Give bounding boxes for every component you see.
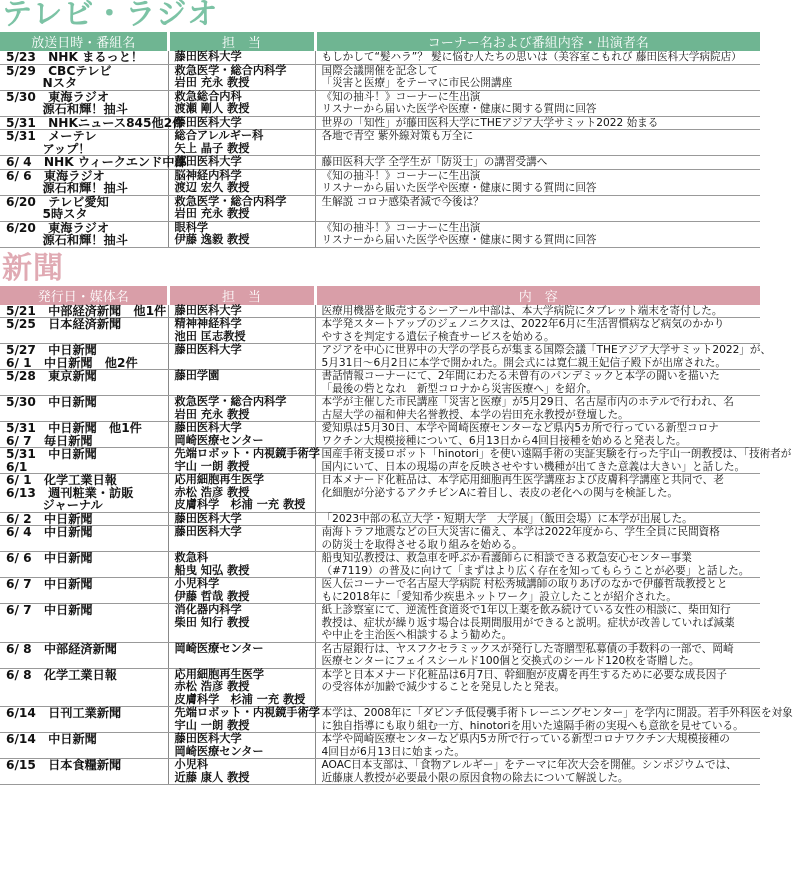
cell-line: リスナーから届いた医学や医療・健康に関する質問に回答 — [321, 103, 597, 115]
cell-line: 近藤 康人 教授 — [174, 770, 250, 784]
cell-line: 精神神経科学 — [174, 317, 242, 330]
cell-line: 藤田医科大学 — [174, 155, 242, 168]
media-cell — [0, 318, 168, 344]
cell-line: 消化器内科学 — [174, 603, 242, 616]
cell-line: 源石和輝！抽斗 — [6, 233, 128, 247]
cell-line: 眼科学 — [174, 220, 209, 234]
content-cell — [315, 195, 760, 221]
staff-cell — [168, 642, 315, 668]
cell-line: 伊藤 哲哉 教授 — [174, 589, 250, 603]
cell-line: 救急医学・総合内科学 — [174, 395, 287, 408]
table-row — [0, 156, 760, 170]
content-cell — [315, 604, 760, 643]
cell-line: 6/ 6 東海ラジオ — [6, 168, 105, 183]
table-row — [0, 116, 760, 130]
media-cell — [0, 90, 168, 116]
cell-line: 6/1 — [6, 459, 28, 474]
cell-line: 化細胞が分泌するアクチビンAに着目し、表皮の老化への関与を検証した。 — [321, 486, 679, 499]
cell-line: アップ！ — [6, 141, 91, 156]
cell-line: 6/ 1 中日新聞 他2件 — [6, 355, 138, 370]
cell-line: 岡崎医療センター — [174, 744, 264, 758]
cell-line: 藤田医科大学 — [174, 525, 242, 538]
content-cell — [315, 422, 760, 448]
cell-line: 救急医学・総合内科学 — [174, 194, 287, 208]
content-cell — [315, 130, 760, 156]
table-row — [0, 305, 760, 318]
cell-line: 6/13 週刊粧業・訪販 — [6, 485, 134, 500]
staff-cell — [168, 221, 315, 247]
cell-line: 5/23 NHK まるっと！ — [6, 50, 144, 64]
cell-line: 6/ 7 毎日新聞 — [6, 433, 93, 448]
content-cell — [315, 305, 760, 318]
content-cell — [315, 733, 760, 759]
news-header-media: 発行日・媒体名 — [0, 286, 168, 305]
table-row — [0, 512, 760, 526]
cell-line: 応用細胞再生医学 — [174, 473, 265, 486]
cell-line: 国際会議開催を記念して — [321, 64, 439, 77]
table-row — [0, 733, 760, 759]
content-cell — [315, 448, 792, 474]
cell-line: 国内にいて、日本の現場の声を反映させやすい機種が出てきた意義は大きい」と話した。 — [321, 460, 746, 473]
content-cell — [315, 526, 760, 552]
cell-line: AOAC日本支部は、「食物アレルギー」をテーマに年次大会を開催。シンポジウムでは、 — [321, 759, 737, 771]
cell-line: 皮膚科学 杉浦 一充 教授 — [174, 692, 306, 706]
table-row — [0, 130, 760, 156]
media-cell — [0, 668, 168, 707]
staff-cell — [168, 344, 315, 370]
cell-line: 4回目が6月13日に始まった。 — [321, 745, 465, 758]
staff-cell — [168, 552, 315, 578]
cell-line: 「最後の砦となれ 新型コロナから災害医療へ」を紹介。 — [321, 382, 597, 395]
table-row — [0, 474, 760, 513]
table-row — [0, 51, 760, 64]
cell-line: 6/15 日本食糧新聞 — [6, 758, 122, 772]
content-cell — [315, 552, 760, 578]
cell-line: 名古屋銀行は、ヤスフクセラミックスが発行した寄贈型私募債の手数料の一部で、岡崎 — [321, 642, 734, 655]
staff-cell — [168, 422, 315, 448]
cell-line: 皮膚科学 杉浦 一充 教授 — [174, 498, 306, 511]
media-cell — [0, 370, 168, 396]
cell-line: 5/28 東京新聞 — [6, 369, 97, 383]
content-cell — [315, 344, 772, 370]
staff-cell — [168, 130, 315, 156]
cell-line: 6/ 8 中部経済新聞 — [6, 641, 117, 656]
table-row — [0, 396, 760, 422]
cell-line: 岩田 充永 教授 — [174, 207, 250, 220]
media-cell — [0, 512, 168, 526]
cell-line: 源石和輝！抽斗 — [6, 181, 128, 195]
table-row — [0, 578, 760, 604]
cell-line: 南海トラフ地震などの巨大災害に備え、本学は2022年度から、学生全員に民間資格 — [321, 526, 720, 538]
cell-line: 「災害と医療」をテーマに市民公開講座 — [321, 77, 513, 89]
staff-cell — [168, 305, 315, 318]
cell-line: 6/ 1 化学工業日報 — [6, 473, 117, 487]
cell-line: 5月31日〜6月2日に本学で開かれた。開会式には寛仁親王妃信子殿下が出席された。 — [321, 356, 726, 369]
media-cell — [0, 604, 168, 643]
cell-line: 本学や岡崎医療センターなど県内5カ所で行っている新型コロナワクチン大規模接種の — [321, 733, 730, 745]
media-cell — [0, 578, 168, 604]
cell-line: 赤松 浩彦 教授 — [174, 485, 250, 499]
cell-line: 6/ 2 中日新聞 — [6, 511, 93, 526]
cell-line: 先端ロボット・内視鏡手術学 — [174, 706, 320, 719]
cell-line: Nスタ — [6, 76, 78, 90]
cell-line: 救急科 — [174, 551, 209, 564]
media-cell — [0, 526, 168, 552]
cell-line: 5/27 中日新聞 — [6, 343, 97, 357]
cell-line: 脳神経内科学 — [174, 168, 242, 182]
table-row — [0, 169, 760, 195]
staff-cell — [168, 526, 315, 552]
cell-line: 藤田医科大学 — [174, 115, 242, 129]
media-cell — [0, 733, 168, 759]
cell-line: 医療センターにフェイスシールド100個と交換式のシールド120枚を寄贈した。 — [321, 655, 700, 667]
newspaper-section — [0, 250, 793, 786]
cell-line: 藤田医科大学 — [174, 511, 242, 525]
cell-line: 紙上診察室にて、逆流性食道炎で1年以上薬を飲み続けている女性の相談に、柴田知行 — [321, 604, 731, 616]
cell-line: 6/ 7 中日新聞 — [6, 603, 93, 617]
cell-line: もに2018年に「愛知希少疾患ネットワーク」設立したことが紹介された。 — [321, 590, 677, 603]
cell-line: 岩田 充永 教授 — [174, 76, 250, 89]
staff-cell — [168, 169, 315, 195]
content-cell — [315, 759, 760, 785]
staff-cell — [168, 116, 315, 130]
cell-line: 6/14 中日新聞 — [6, 732, 97, 746]
staff-cell — [168, 370, 315, 396]
news-header-content: 内 容 — [315, 286, 760, 305]
cell-line: ワクチン大規模接種について、6月13日から4回目接種を始めると発表した。 — [321, 434, 687, 447]
cell-line: ジャーナル — [6, 498, 103, 512]
content-cell — [315, 221, 760, 247]
cell-line: 小児科 — [174, 758, 209, 771]
cell-line: に独自指導にも取り組む一方、hinotoriを用いた遠隔手術の実現へも意欲を見せている。 — [321, 719, 744, 732]
media-cell — [0, 642, 168, 668]
cell-line: 「2023中部の私立大学・短期大学 大学展」（飯田会場）に本学が出展した。 — [321, 512, 693, 525]
tv-radio-title: テレビ・ラジオ — [2, 0, 219, 32]
cell-line: リスナーから届いた医学や医療・健康に関する質問に回答 — [321, 234, 597, 246]
cell-line: 各地で青空 紫外線対策も万全に — [321, 130, 474, 142]
staff-cell — [168, 512, 315, 526]
cell-line: 藤田医科大学 全学生が「防災士」の講習受講へ — [321, 156, 548, 168]
content-cell — [315, 578, 760, 604]
cell-line: 医療用機器を販売するシーアール中部は、本大学病院にタブレット端末を寄付した。 — [321, 304, 723, 317]
cell-line: 5時スタ — [6, 207, 88, 221]
cell-line: 5/31 中日新聞 — [6, 447, 97, 461]
cell-line: 6/ 4 中日新聞 — [6, 525, 93, 539]
cell-line: 伊藤 逸毅 教授 — [174, 233, 250, 246]
tv-radio-table — [0, 32, 760, 248]
cell-line: や中止を主治医へ相談するよう勧めた。 — [321, 629, 513, 641]
cell-line: リスナーから届いた医学や医療・健康に関する質問に回答 — [321, 182, 597, 194]
cell-line: 5/31 NHKニュース845他2件 — [6, 115, 185, 130]
cell-line: 5/31 メーテレ — [6, 129, 97, 143]
cell-line: 藤田医科大学 — [174, 303, 242, 317]
cell-line: 5/30 中日新聞 — [6, 395, 97, 409]
content-cell — [315, 90, 760, 116]
cell-line: 本学が主催した市民講座「災害と医療」が5月29日、名古屋市内のホテルで行われ、名 — [321, 396, 734, 408]
news-header-staff: 担 当 — [168, 286, 315, 305]
staff-cell — [168, 51, 315, 64]
cell-line: 藤田医科大学 — [174, 421, 242, 434]
content-cell — [315, 474, 760, 513]
cell-line: 世界の「知性」が藤田医科大学にTHEアジア大学サミット2022 始まる — [321, 116, 659, 129]
content-cell — [315, 668, 760, 707]
cell-line: 5/25 日本経済新聞 — [6, 317, 122, 331]
cell-line: 藤田医科大学 — [174, 732, 242, 745]
cell-line: 岡崎医療センター — [174, 641, 264, 655]
cell-line: 岡崎医療センター — [174, 433, 264, 447]
table-row — [0, 707, 760, 733]
cell-line: 愛知県は5月30日、本学や岡崎医療センターなど県内5カ所で行っている新型コロナ — [321, 422, 719, 434]
cell-line: 応用細胞再生医学 — [174, 667, 265, 681]
cell-line: 5/21 中部経済新聞 他1件 — [6, 303, 167, 318]
staff-cell — [168, 318, 315, 344]
media-cell — [0, 344, 168, 370]
cell-line: 6/20 東海ラジオ — [6, 220, 110, 235]
table-row — [0, 90, 760, 116]
table-row — [0, 759, 760, 785]
cell-line: 国産手術支援ロボット「hinotori」を使い遠隔手術の実証実験を行った宇山一朗教授は、「技術者が — [321, 448, 792, 460]
content-cell — [315, 642, 760, 668]
content-cell — [315, 396, 760, 422]
media-cell — [0, 51, 168, 64]
media-cell — [0, 64, 168, 90]
content-cell — [315, 318, 760, 344]
staff-cell — [168, 90, 315, 116]
cell-line: 古屋大学の福和伸夫名誉教授、本学の岩田充永教授が登壇した。 — [321, 408, 629, 421]
cell-line: 船曳知弘教授は、救急車を呼ぶか看護師らに相談できる救急安心センター事業 — [321, 552, 692, 564]
staff-cell — [168, 447, 320, 474]
content-cell — [315, 51, 760, 64]
table-row — [0, 344, 760, 370]
content-cell — [315, 707, 793, 733]
staff-cell — [168, 759, 315, 785]
staff-cell — [168, 604, 315, 643]
cell-line: 6/ 7 中日新聞 — [6, 577, 93, 591]
cell-line: もしかして“髪ハラ”？ 髪に悩む人たちの思いは（美容室こもれび 藤田医科大学病院店） — [321, 51, 742, 63]
cell-line: 6/ 4 NHK ウィークエンド中部 — [6, 155, 187, 169]
table-row — [0, 64, 760, 90]
table-row — [0, 526, 760, 552]
cell-line: の防災士を取得させる取り組みを始める。 — [321, 538, 523, 551]
content-cell — [315, 512, 760, 526]
tv-header-staff: 担 当 — [168, 32, 315, 51]
cell-line: 医人伝コーナーで名古屋大学病院 村松秀城講師の取りあげのなかで伊藤哲哉教授とと — [321, 578, 728, 590]
table-row — [0, 318, 760, 344]
cell-line: の受容体が加齢で減少することを発見したと発表。 — [321, 681, 566, 693]
media-cell — [0, 305, 168, 318]
cell-line: 6/20 テレビ愛知 — [6, 194, 109, 209]
cell-line: 矢上 晶子 教授 — [174, 141, 250, 155]
media-cell — [0, 169, 168, 195]
media-cell — [0, 155, 187, 170]
tv-radio-section — [0, 0, 760, 248]
media-cell — [0, 221, 168, 247]
content-cell — [315, 156, 760, 170]
table-row — [0, 422, 760, 448]
media-cell — [0, 448, 168, 474]
media-cell — [0, 422, 168, 448]
cell-line: 5/30 東海ラジオ — [6, 89, 110, 104]
newspaper-table — [0, 286, 793, 786]
staff-cell — [168, 706, 320, 733]
cell-line: アジアを中心に世界中の大学の学長らが集まる国際会議「THEアジア大学サミット2022」が、 — [321, 344, 772, 356]
cell-line: 柴田 知行 教授 — [174, 615, 250, 629]
cell-line: 本学と日本メナード化粧品は6月7日、幹細胞が皮膚を再生するために必要な成長因子 — [321, 668, 727, 681]
cell-line: 船曳 知弘 教授 — [174, 563, 250, 577]
cell-line: 救急医学・総合内科学 — [174, 63, 287, 77]
cell-line: 生解説 コロナ感染者減で今後は？ — [321, 195, 484, 208]
cell-line: 5/29 CBCテレビ — [6, 63, 112, 78]
cell-line: 藤田医科大学 — [174, 343, 242, 356]
media-cell — [0, 130, 168, 156]
cell-line: 日本メナード化粧品は、本学応用細胞再生医学講座および皮膚科学講座と共同で、老 — [321, 474, 724, 486]
cell-line: 総合アレルギー科 — [174, 129, 264, 142]
media-cell — [0, 195, 168, 221]
cell-line: 岩田 充永 教授 — [174, 407, 250, 421]
table-row — [0, 604, 760, 643]
staff-cell — [168, 64, 315, 90]
newspaper-title: 新聞 — [2, 250, 64, 286]
cell-line: （#7119）の普及に向けて「まずはより広く存在を知ってもらうことが必要」と話した。 — [321, 564, 750, 577]
media-cell — [0, 474, 168, 513]
cell-line: 藤田医科大学 — [174, 50, 242, 63]
cell-line: 池田 匡志教授 — [174, 329, 246, 343]
cell-line: 藤田学園 — [174, 369, 220, 382]
cell-line: 近藤康人教授が必要最小限の原因食物の除去について解説した。 — [321, 771, 629, 784]
cell-line: 書話情報コーナーにて、2年間にわたる未曾有のパンデミックと本学の闘いを描いた — [321, 370, 720, 382]
media-cell — [0, 115, 185, 130]
cell-line: 先端ロボット・内視鏡手術学 — [174, 447, 320, 460]
cell-line: 渡辺 宏久 教授 — [174, 181, 250, 194]
cell-line: 渡瀬 剛人 教授 — [174, 102, 250, 115]
cell-line: 小児科学 — [174, 577, 220, 590]
cell-line: 赤松 浩彦 教授 — [174, 680, 250, 693]
staff-cell — [168, 396, 315, 422]
staff-cell — [168, 195, 315, 221]
table-row — [0, 448, 760, 474]
cell-line: やすさを判定する遺伝子検査サービスを始める。 — [321, 330, 555, 343]
cell-line: 6/ 8 化学工業日報 — [6, 667, 117, 682]
table-row — [0, 642, 760, 668]
cell-line: 源石和輝！抽斗 — [6, 102, 128, 116]
cell-line: 宇山 一朗 教授 — [174, 459, 250, 473]
cell-line: 本学は、2008年に「ダビンチ低侵襲手術トレーニングセンター」を学内に開設。若手外科医を対象 — [321, 707, 793, 719]
table-row — [0, 195, 760, 221]
table-row — [0, 221, 760, 247]
cell-line: 《知の抽斗！》コーナーに生出演 — [321, 90, 481, 103]
table-row — [0, 668, 760, 707]
cell-line: 6/14 日刊工業新聞 — [6, 706, 122, 720]
cell-line: 本学発スタートアップのジェノニクスは、2022年6月に生活習慣病など病気のかかり — [321, 318, 725, 330]
content-cell — [315, 116, 760, 130]
staff-cell — [168, 733, 315, 759]
content-cell — [315, 64, 760, 90]
cell-line: 6/ 6 中日新聞 — [6, 551, 93, 565]
cell-line: 救急総合内科 — [174, 89, 242, 103]
cell-line: 《知の抽斗！》コーナーに生出演 — [321, 221, 481, 234]
staff-cell — [168, 668, 315, 707]
staff-cell — [168, 474, 315, 513]
tv-header-content: コーナー名および番組内容・出演者名 — [315, 32, 760, 51]
cell-line: 教授は、症状が繰り返す場合は長期間服用ができると説明。症状が改善していれば減薬 — [321, 616, 735, 629]
media-cell — [0, 396, 168, 422]
table-row — [0, 370, 760, 396]
cell-line: 宇山 一朗 教授 — [174, 718, 250, 732]
cell-line: 5/31 中日新聞 他1件 — [6, 421, 142, 435]
content-cell — [315, 370, 760, 396]
content-cell — [315, 169, 760, 195]
staff-cell — [168, 578, 315, 604]
cell-line: 《知の抽斗！》コーナーに生出演 — [321, 169, 481, 182]
media-cell — [0, 707, 168, 733]
media-cell — [0, 552, 168, 578]
tv-header-program: 放送日時・番組名 — [0, 32, 168, 51]
media-cell — [0, 759, 168, 785]
table-row — [0, 552, 760, 578]
staff-cell — [168, 156, 315, 170]
